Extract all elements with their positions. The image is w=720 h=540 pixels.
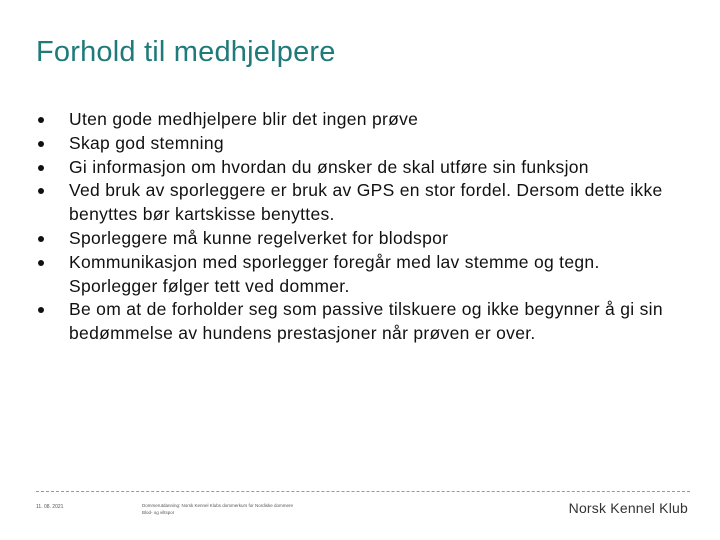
bullet-dot-icon: [38, 307, 44, 313]
bullet-dot-icon: [38, 165, 44, 171]
bullet-text: Sporleggere må kunne regelverket for blodspor: [69, 227, 449, 248]
bullet-text: Be om at de forholder seg som passive tilskuere og ikke begynner å gi sin bedømmelse av hundens prestasjoner når prøven er over.: [69, 299, 663, 344]
bullet-item: [38, 108, 678, 132]
bullet-text: Kommunikasjon med sporlegger foregår med lav stemme og tegn. Sporlegger følger tett ved dommer.: [69, 251, 600, 296]
bullet-text: Ved bruk av sporleggere er bruk av GPS en stor fordel. Dersom dette ikke benyttes bør kartskisse benyttes.: [69, 180, 663, 225]
bullet-list: [38, 108, 678, 346]
bullet-dot-icon: [38, 141, 44, 147]
footer-note-line: Dommerutdanning: Norsk Kennel Klubs dommerkurs for Nordiske dommere: [142, 503, 294, 508]
bullet-dot-icon: [38, 188, 44, 194]
bullet-item: [38, 227, 678, 251]
bullet-item: [38, 298, 678, 346]
footer-note: [142, 502, 402, 516]
footer-date: 11. 08. 2021: [36, 504, 64, 510]
nkk-logo: Norsk Kennel Klub: [568, 500, 688, 516]
bullet-text: Uten gode medhjelpere blir det ingen prøve: [69, 109, 419, 129]
footer-divider: [36, 491, 690, 492]
bullet-dot-icon: [38, 117, 44, 123]
footer-note-line: Blod- og viltspor: [142, 510, 175, 515]
bullet-text: Gi informasjon om hvordan du ønsker de skal utføre sin funksjon: [69, 156, 589, 177]
bullet-item: [38, 251, 678, 299]
slide-title: Forhold til medhjelpere: [36, 36, 336, 68]
bullet-text: Skap god stemning: [69, 132, 224, 153]
bullet-dot-icon: [38, 260, 44, 266]
bullet-item: [38, 132, 678, 156]
bullet-item: [38, 179, 678, 227]
bullet-dot-icon: [38, 236, 44, 242]
bullet-item: [38, 156, 678, 180]
